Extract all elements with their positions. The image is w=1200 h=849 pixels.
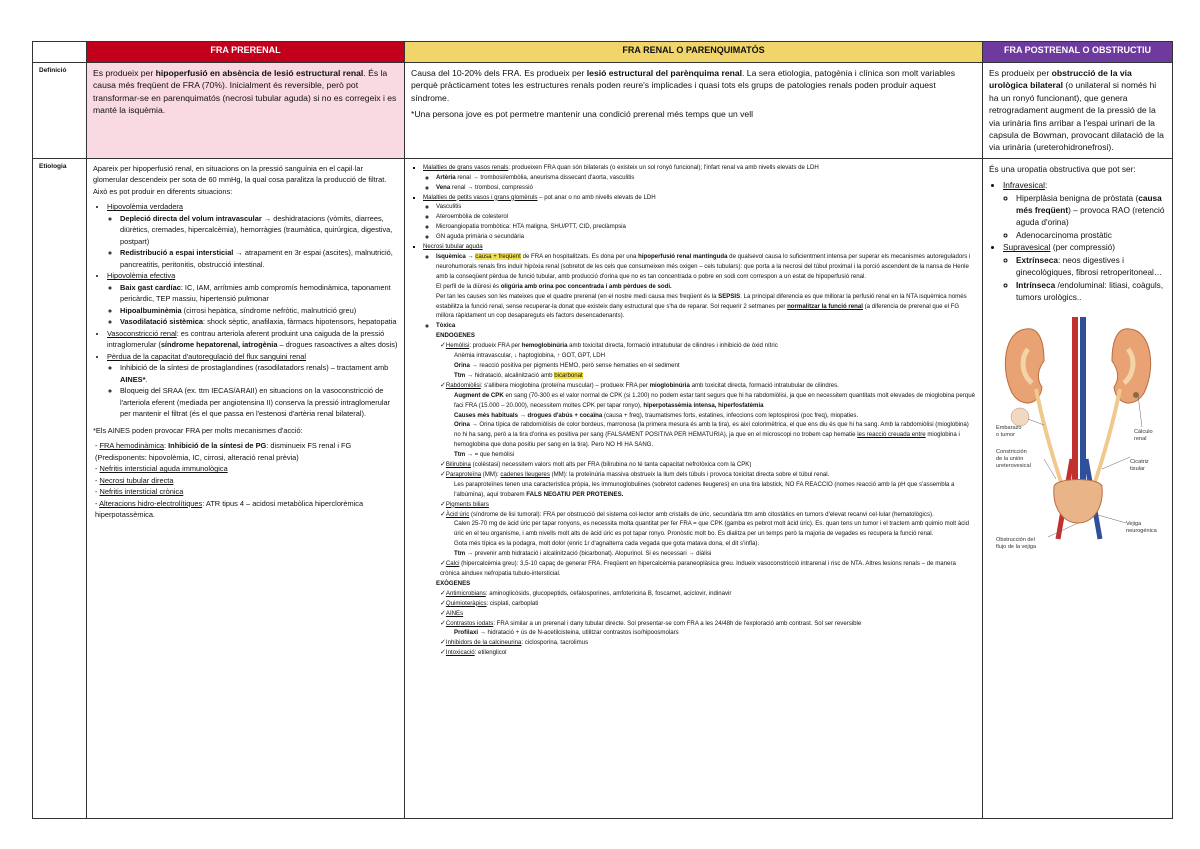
text-bold: mioglobinúria	[649, 381, 690, 389]
text: Pigments biliars	[445, 500, 489, 508]
ren-paraproteina	[440, 470, 976, 500]
text: → atrapament en 3r espai (ascites), malnutrició, pancreatitis, peritonitis, obstrucció intestinal.	[120, 248, 393, 269]
list-item	[95, 463, 398, 475]
text-bold: hipoperfusió en absència de lesió estructural renal	[155, 68, 364, 78]
text: Necrosi tubular aguda	[423, 243, 483, 251]
text: Paraproteïna	[445, 470, 482, 478]
text-bold: oligúria amb orina poc concentrada i amb pèrdues de sodi.	[500, 282, 672, 290]
text: Calci	[445, 560, 460, 568]
text: : shock sèptic, anafilaxia, fàrmacs hipotensors, hepatopatia	[202, 317, 397, 327]
text: AINEs	[445, 609, 464, 617]
text-bold: FALS NEGATIU PER PROTEINES.	[526, 490, 624, 498]
text: Rabdomiòlisi	[445, 381, 481, 389]
pre-intro: Apareix per hipoperfusió renal, en situacions on la pressió sanguínia en el capil·lar glomerular descendeix per sota de 60 mmHg, la qual cosa paralitza la producció de filtrat. Això es pot produir en diferents situacions:	[93, 163, 387, 196]
text-bold: obstrucció de la via urològica bilateral	[989, 68, 1132, 91]
text: (a diferencia de prerenal que el FG millora ràpidament un cop desapareguts els factors desencadenants).	[436, 302, 960, 320]
label-line: renal	[1133, 436, 1146, 443]
list-item	[120, 213, 398, 248]
header-postrenal: FRA POSTRENAL O OBSTRUCTIU	[983, 42, 1173, 63]
text: : etilenglicol	[474, 649, 507, 657]
header-row	[33, 42, 1173, 63]
text-bold: Inhibició de la síntesi de PG	[168, 441, 267, 451]
text: Les paraproteïnes tenen una característica pròpia, les immunoglobulines (sobretot cadenes lleugeres) en una tira labstick, NO FA REACCIO (nomes reacció amb la pH que s'assembla a l'albúmina), aquí trobarem	[454, 480, 955, 498]
text-bold: Isquèmica	[436, 253, 466, 260]
ren-calci	[440, 559, 976, 579]
list-item	[95, 498, 398, 521]
text: renal → trombosi/embòlia, aneurisma dissecant d'aorta, vasculitis	[455, 173, 635, 181]
post-intro: És una uropatia obstructiva que pot ser:	[989, 163, 1136, 174]
label-line: Constricción	[995, 449, 1027, 456]
ren-pigments	[440, 500, 976, 510]
list-item	[95, 440, 398, 463]
text: → reacció positiva per pigments HEMO, però sense hematies en el sediment	[469, 361, 680, 369]
ren-antimicrobians	[440, 589, 976, 599]
etio-prerenal	[87, 158, 405, 818]
text: → hidratació, alcalinització amb	[465, 371, 555, 379]
row-label-definicio: Definició	[33, 63, 87, 159]
text-bold: Artèria	[436, 173, 456, 181]
text: Gota més típica es la podagra, molt dolor (enric 1r d'agnalterra cada vegada que gota matava dona, el dit s'infla).	[454, 540, 760, 548]
label-line: Vejiga	[1125, 521, 1141, 528]
text: Inhibidors de la calcineurina	[445, 639, 522, 647]
text-bold: Vena	[436, 183, 451, 191]
label-line: flujo de la vejiga	[995, 544, 1036, 551]
exogenes-heading: EXÒGENES	[436, 579, 471, 587]
text: El perfil de la diüresi és	[436, 282, 501, 290]
text: →	[465, 253, 476, 260]
text: – pot anar o no amb nivells elevats de LDH	[537, 193, 656, 201]
endogenes-heading: ENDOGENES	[436, 332, 475, 340]
label-line: de la unión	[995, 456, 1023, 463]
text: : ciclosporina, tacrolimus	[521, 639, 589, 647]
text: Calen 25-70 mg de àcid úric per tapar ronyons, es necessita molta quantitat per fer FRA = que CPK (gamba es pebrot molt àcid úric). Es. quan tens un tumor i el tractem amb quimio molt àcid úric en el teu organisme, i amb nivells molt alts de àcid úric es pot tapar ronyo. Pronòstic molt bo. Es dialitza per un temps però la majoria de vegades es recupera la funció renal.	[454, 520, 970, 538]
etiology-row	[33, 158, 1173, 818]
text: : disminueix FS renal i FG (Predisponents: hipovolèmia, IC, cirrosi, alteració renal prèvia)	[95, 441, 352, 462]
definition-row	[33, 63, 1173, 159]
text: Supravesical	[1003, 242, 1051, 253]
text: : ATR tipus 4 – acidosi metabòlica hiperclorèmica hiperpotassèmica.	[95, 498, 364, 520]
list-item	[1016, 254, 1166, 279]
text: Necrosi tubular directa	[99, 475, 174, 485]
text-bold: Orina	[454, 361, 470, 369]
text: Àcid úric	[445, 510, 470, 518]
text-bold: Extrínseca	[1016, 254, 1058, 265]
text: (causa + freq), traumatismes forts, estatines, infeccions com leptospirosi (poc freq), miopaties.	[602, 411, 859, 419]
text: : FRA similar a un prerenal i dany tubular directe. Sol presentar-se com FRA a les 24/48h de l'exploració amb contrast. Sol ser reversible	[493, 619, 862, 627]
text: mioglobina i hemoglobina que dona positiu per sang en la tira). Pero NO HI HA SANG.	[454, 431, 960, 449]
text: → deshidratacions (vòmits, diarrees, diürètics, cremades, hipercalcèmia), hemorràgies (traumàtica, quirúrgica, digestiva, postpart)	[120, 213, 393, 246]
text: (cirrosi hepàtica, síndrome nefròtic, malnutrició greu)	[181, 305, 357, 315]
text-bold: Causes més habituals	[454, 411, 519, 419]
text: Nefritis intersticial crònica	[99, 487, 184, 497]
list-item	[120, 282, 398, 305]
text-bold: Vasodilatació sistèmica	[120, 317, 203, 327]
text: . La sera etiologia, patogènia i clínica son molt variables perquè pràcticament totes les estructures renals poden reure's implicades i quasi tots els grups de patologies renals poden produir aquest síndrome.	[411, 68, 956, 103]
row-label-etiologia: Etiologia	[33, 158, 87, 818]
etio-postrenal	[983, 158, 1173, 818]
text: Vasoconstricció renal	[107, 328, 177, 338]
text: Pèrdua de la capacitat d'autoregulació del flux sanguini renal	[107, 351, 307, 361]
text: : cisplati, carboplati	[486, 599, 539, 607]
text: Intoxicació	[445, 649, 475, 657]
text-bold: Intrínseca	[1016, 279, 1056, 290]
text-bold: AINES*	[120, 374, 146, 384]
label-line: o tumor	[995, 432, 1015, 439]
label-line: neurogénica	[1125, 528, 1157, 535]
text-bold: Tòxica	[436, 322, 456, 330]
ren-quimioterapics	[440, 599, 976, 609]
text: Causa del 10-20% dels FRA. Es produeix per	[411, 68, 587, 78]
corner-cell	[33, 42, 87, 63]
pre-hipovolemia-verdadera	[107, 201, 398, 270]
ren-intoxicacio	[440, 648, 976, 658]
text: :	[164, 441, 169, 451]
list-item: ◦ Vasculitis	[436, 202, 976, 212]
etio-renal	[405, 158, 983, 818]
list-item	[120, 362, 398, 385]
text-bold: Orina	[454, 421, 470, 429]
text: FRA hemodinàmica	[99, 441, 165, 451]
text-bold: Augment de CPK	[454, 391, 504, 399]
text: Hipovolèmia efectiva	[107, 271, 176, 281]
aines-note: *Els AINES poden provocar FRA per molts mecanismes d'acció:	[93, 425, 303, 435]
text: /endoluminal: litiasi, coàguls, tumors urològics..	[1016, 279, 1164, 302]
ren-aines	[440, 609, 976, 619]
text: de qualsevol causa lo suficientment intensa per superar els mecanismes autoreguladors i neurohumorals renals fins induir hipòxia renal (sobretot de les cels que consumeixen més oxigen – cels tubulars): que porta a la necrosi del túbul proximal i la porció ascendent de la nansa de Henle amb la conseqüent pèrdua de funció tubular, amb producció d'orina que no es tan concentrada o pobre en sodi com correspon a un estat de hipoperfusió renal.	[436, 253, 971, 280]
list-item	[120, 247, 398, 270]
text: renal → trombosi, compressió	[450, 183, 533, 191]
text: amb toxicitat directa, formació intratubular de cilindres.	[689, 381, 839, 389]
text-bold: síndrome hepatorenal, iatrogènia	[160, 340, 278, 350]
text: : IC, IAM, arrítmies amb compromís hemodinàmica, taponament pericàrdic, TEP massiu, hipertensió pulmonar	[120, 282, 391, 304]
text: ) – provoca RAO (retenció aguda d'orina)	[1016, 205, 1165, 228]
list-item	[95, 475, 398, 487]
def-postrenal	[983, 63, 1173, 159]
ren-contrastos	[440, 619, 976, 639]
header-prerenal: FRA PRERENAL	[87, 42, 405, 63]
text: Per tan les causes son les mateixes que el quadre prerenal (en el nostre medi causa mes freqüent és la	[436, 292, 719, 300]
list-item	[95, 486, 398, 498]
list-item	[436, 183, 976, 193]
text: : neos digestives i ginecològiques, fibrosi retroperitoneal…	[1016, 254, 1163, 278]
text: . La principal diferencia es que millorar la perfusió renal en la NTA isquèmica només estabilitza la funció renal, sense recuperar-la donat que existeix dany estructural que s'ha de reparar. Sol requerir 2 setmanes per	[436, 292, 967, 310]
text: (hipercalcèmia greu): 3,5-10 capaç de generar FRA. Freqüent en hipercalcèmia paraneoplàsica greu. Indueix vasoconstricció intrarenal i risc de NTA. Altres lesions renals – de manera crònica ainduex nefropatia tubulo-intersticial.	[440, 560, 956, 577]
text: Antimicrobians	[445, 589, 486, 597]
post-supravesical	[1003, 241, 1166, 303]
text-bold: hemoglobinúria	[521, 342, 568, 350]
list-item	[120, 305, 398, 317]
note-young: *Una persona jove es pot permetre mantenir una condició prerenal més temps que un vell	[411, 109, 754, 120]
label-line: ureterovesical	[995, 463, 1031, 470]
text: (síndrome de lisi tumoral): FRA per obstrucció del sistema col·lector amb cristalls de úric, secundària ttm amb citostàtics en tumors d'elevat recanvi cel·lular (hematològics).	[469, 510, 934, 518]
text: : aminoglicòsids, glucopeptids, cefalosporines, amfotericina B, foscarnet, aciclovir, indinavir	[485, 589, 732, 597]
text: Malalties de petits vasos i grans glomèruls	[423, 193, 538, 201]
text-bold: Redistribució a espai intersticial	[120, 248, 234, 258]
text-bold: drogues d'abús + cocaïna	[527, 411, 603, 419]
ren-isquemica	[436, 252, 976, 321]
text: →	[518, 411, 528, 419]
text: (per compressió)	[1050, 242, 1116, 253]
ren-calcineurina	[440, 638, 976, 648]
text-bold: Depleció directa del volum intravascular	[120, 213, 262, 223]
text: Anèmia intravascular, ↓ haptoglobina, ↑ GOT, GPT, LDH	[454, 352, 606, 360]
text: → hidratació + ús de N-acetilcisteina, utilitzar contrastos iso/hipoosmolars	[478, 629, 679, 637]
highlight: causa + freqüent	[475, 253, 521, 260]
def-renal	[405, 63, 983, 159]
text: en sang (70-300 es el valor normal de CPK (si 1.200) no podem estar tant segurs que hi ha rabdomiòlisi, ja que en necessitem quantitats molt elevades de mioglobina perquè faci FRA (15.000 – 20.000), necessitem moltes CPK per tapar ronyo),	[454, 391, 975, 409]
post-infravesical	[1003, 179, 1166, 241]
text-bold: Ttm	[454, 550, 466, 558]
list-item: ◦ Adenocarcinoma prostàtic	[1016, 229, 1166, 241]
text: Bloqueig del SRAA (ex. ttm IECAS/ARAII) en situacions on la vasoconstricció de l'arteriola eferent (mediada per angiotensina II) conserva la pressió intraglomerular per mantenir el filtrat (és el que passa en l'estenosi d'artèria renal bilateral).	[120, 386, 391, 419]
text: . És la causa més freqüent de FRA (70%). Inicialment és reversible, però pot transformar-se en parenquimatós (necrosi tubular aguda) si no es corregeix i es manté la isquèmia.	[93, 68, 397, 116]
header-renal: FRA RENAL O PARENQUIMATÓS	[405, 42, 983, 63]
text-bold: lesió estructural del parènquima renal	[586, 68, 743, 78]
tumor-mass	[1011, 408, 1029, 426]
text: → prevenir amb hidratació i alcalinització (bicarbonat). Alopurinol. Si es necessari → diàlisi	[465, 550, 712, 558]
ren-toxica	[436, 321, 976, 658]
ren-acid-uric	[440, 510, 976, 560]
text: Contrastos iodats	[445, 619, 494, 627]
text: → Orina típica de rabdomiòlisis de color bordeus, marronosa (la primera mesura és amb la tira), es així colorimètrica, el que ens diu és que hi ha sang. Amb la rabdomiòlisi (mioglobina) no hi ha sang, però a la tira d'orina es positiva per sang (FALSAMENT POSITIVA PER HEMATURIA), ja que en el microscopi no trobem cap hematie	[454, 421, 969, 439]
ren-necrosi-tubular	[423, 242, 976, 658]
text: Es produeix per	[93, 68, 156, 78]
text-bold: Ttm	[454, 451, 466, 459]
ren-grans-vasos	[423, 163, 976, 193]
pre-vasoconstriccio	[107, 328, 398, 351]
text-bold: normalitzar la funció renal	[787, 302, 863, 310]
fra-table	[32, 41, 1173, 819]
highlight: bicarbonat	[554, 371, 583, 379]
list-item	[436, 173, 976, 183]
text-bold: causa més freqüent	[1016, 192, 1162, 216]
text: Infravesical	[1003, 180, 1045, 191]
text-bold: Profilaxi	[454, 629, 479, 637]
text: Quimioteràpics	[445, 599, 487, 607]
text: Hemòlisi	[445, 342, 470, 350]
text: : produeix FRA per	[469, 342, 522, 350]
text: .	[145, 374, 148, 384]
text: (MM):	[481, 470, 501, 478]
label-line: tisular	[1129, 466, 1145, 473]
ren-petits-vasos	[423, 193, 976, 243]
text: (MM): la proteïnúria massiva obstrueix la llum dels túbuls i provoca toxicitat directa sobre el túbul renal.	[549, 470, 830, 478]
text-bold: SEPSIS	[718, 292, 741, 300]
text: Inhibició de la síntesi de prostaglandines (rasodilatadors renals) – tractament amb	[120, 363, 389, 373]
text: : s'allibera mioglobina (proteïna muscular) – produeix FRA per	[480, 381, 650, 389]
text: Nefritis intersticial aguda immunològica	[99, 464, 228, 474]
def-prerenal	[87, 63, 405, 159]
text: Alteracions hidro-electrolítiques	[99, 498, 203, 508]
list-item: ◦ Microangiopatia trombòtica: HTA maligna, SHU/PTT, CID, preclàmpsia	[436, 222, 976, 232]
label-obstruccion	[996, 537, 1037, 550]
text-bold: Baix gast cardíac	[120, 282, 181, 292]
text: les reacció creuada entre	[857, 431, 926, 439]
text: Bilirubina	[445, 461, 471, 469]
label-line: Cicatriz	[1129, 459, 1149, 466]
ren-hemolisi	[440, 341, 976, 381]
pre-autoregulacio	[107, 351, 398, 420]
text: – drogues rasoactives a altes dosis)	[277, 340, 398, 350]
text: :	[1044, 180, 1048, 191]
text: de FRA en hospitalitzats. Es dona per una	[520, 253, 639, 260]
text-bold: Hipoalbuminèmia	[120, 305, 182, 315]
text: Hiperplàsia benigna de pròstata (	[1016, 192, 1139, 203]
ren-rabdomiolisi	[440, 381, 976, 460]
text: : produeixen FRA quan són bilaterals (o existeix un sol ronyó funcional); l'infart renal va amb nivells elevats de LDH	[508, 163, 819, 171]
text: amb toxicitat directa, formació intratubular de cilindres i inhibició de òxid nítric	[567, 342, 778, 350]
list-item	[120, 316, 398, 328]
list-item	[120, 385, 398, 420]
text: Hipovolèmia verdadera	[107, 202, 183, 212]
text-bold: Ttm	[454, 371, 466, 379]
text: → = que hemòlisi	[465, 451, 515, 459]
label-line: Embarazo	[995, 425, 1021, 432]
urinary-tract-illustration	[992, 309, 1164, 559]
text: (colèstasi) necessitem valors molt alts per FRA (bilirubina no té tanta capacitat nefrotòxica com la CPK)	[470, 461, 752, 469]
list-item: ◦ GN aguda primària o secundària	[436, 232, 976, 242]
pre-hipovolemia-efectiva	[107, 270, 398, 328]
label-line: Obstrucción del	[995, 537, 1035, 544]
text: (o unilateral si només hi ha un ronyó funcionant), que genera retrogradament augment de la pressió de la via urinària fins arribar a l'espai urinari de la capsula de Bowman, provocant dilatació de la via urinària (ureterohidronefrosi).	[989, 80, 1164, 153]
label-line: Cálculo	[1133, 429, 1153, 436]
ren-bilirubina	[440, 460, 976, 470]
text-bold: hipoperfusió renal mantinguda	[638, 253, 728, 260]
list-item	[1016, 279, 1166, 304]
text: Malalties de grans vasos renals	[423, 163, 509, 171]
list-item: ◦ Ateroembòlia de colesterol	[436, 212, 976, 222]
text: cadenes lleugeres	[500, 470, 550, 478]
text: : es contrau arteriola aferent produint una caiguda de la pressió intraglomerular (	[107, 328, 385, 350]
text: Es produeix per	[989, 68, 1052, 78]
text-bold: hiperpotassèmia intensa, hiperfosfatèmia	[643, 401, 764, 409]
list-item	[1016, 192, 1166, 229]
